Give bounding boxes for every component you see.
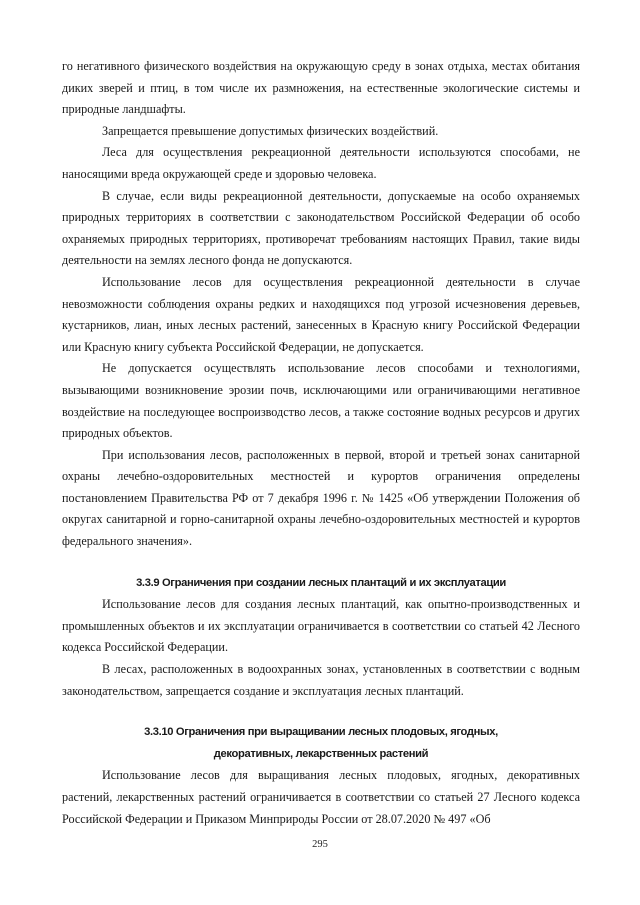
paragraph-continuation: го негативного физического воздействия на окружающую среду в зонах отдыха, местах обитания диких зверей и птиц, в том числе их размножения, на естественные экологические системы и природные ландшафты.	[62, 59, 580, 117]
section-heading-3-3-9: 3.3.9 Ограничения при создании лесных плантаций и их эксплуатации	[136, 576, 506, 589]
paragraph: В случае, если виды рекреационной деятельности, допускаемые на особо охраняемых природных территориях в соответствии с законодательством Российской Федерации об особо охраняемых природных территориях, противоречат требованиям настоящих Правил, такие виды деятельности на землях лесного фонда не допускаются.	[62, 188, 580, 268]
paragraph: Использование лесов для выращивания лесных плодовых, ягодных, декоративных растений, лекарственных растений ограничивается в соответствии со статьей 27 Лесного кодекса Российской Федерации и Приказом Минприроды России от 28.07.2020 № 497 «Об	[62, 768, 580, 826]
document-page	[62, 56, 580, 830]
paragraph: Не допускается осуществлять использование лесов способами и технологиями, вызывающими возникновение эрозии почв, исключающими или ограничивающими негативное воздействие на последующее воспроизводство лесов, а также состояние водных ресурсов и других природных объектов.	[62, 361, 580, 441]
section-spacer	[62, 553, 580, 573]
paragraph: Леса для осуществления рекреационной деятельности используются способами, не наносящими вреда окружающей среде и здоровью человека.	[62, 145, 580, 181]
paragraph: Использование лесов для создания лесных плантаций, как опытно-производственных и промышленных объектов и их эксплуатации ограничивается в соответствии со статьей 42 Лесного кодекса Российской Федерации.	[62, 597, 580, 655]
section-spacer	[62, 702, 580, 722]
paragraph: В лесах, расположенных в водоохранных зонах, установленных в соответствии с водным законодательством, запрещается создание и эксплуатация лесных плантаций.	[62, 662, 580, 698]
paragraph: Использование лесов для осуществления рекреационной деятельности в случае невозможности соблюдения охраны редких и находящихся под угрозой исчезновения деревьев, кустарников, лиан, иных лесных растений, занесенных в Красную книгу Российской Федерации или Красную книгу субъекта Российской Федерации, не допускается.	[62, 274, 580, 354]
paragraph: Запрещается превышение допустимых физических воздействий.	[102, 123, 439, 138]
section-heading-3-3-10-line1: 3.3.10 Ограничения при выращивании лесных плодовых, ягодных,	[144, 726, 498, 739]
section-heading-3-3-10-line2: декоративных, лекарственных растений	[213, 747, 429, 760]
page-number: 295	[312, 839, 328, 850]
paragraph: При использования лесов, расположенных в первой, второй и третьей зонах санитарной охраны лечебно-оздоровительных местностей и курортов ограничения определены постановлением Правительства РФ от 7 декабря 1996 г. № 1425 «Об утверждении Положения об округах санитарной и горно-санитарной охраны лечебно-оздоровительных местностей и курортов федерального значения».	[62, 447, 580, 549]
